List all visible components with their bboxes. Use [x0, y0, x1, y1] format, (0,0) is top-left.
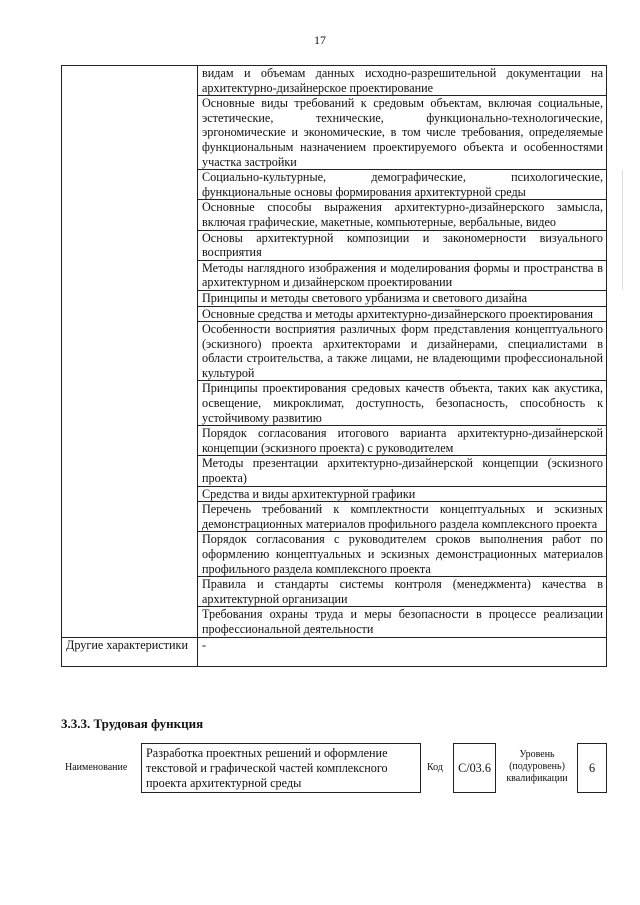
name-label: Наименование [65, 762, 128, 773]
table-row [62, 637, 607, 666]
requirement-item: Средства и виды архитектурной графики [198, 486, 607, 502]
requirement-item: Особенности восприятия различных форм представления концептуального (эскизного) проекта архитекторами и дизайнерами, специалистами в области строительства, а также лицами, не владеющими профессиональной культурой [198, 322, 607, 381]
function-code: С/03.6 [453, 743, 496, 793]
requirement-item: Правила и стандарты системы контроля (менеджмента) качества в архитектурной организации [198, 577, 607, 607]
knowledge-label-cell [62, 66, 198, 638]
other-characteristics-value: - [198, 637, 607, 666]
requirement-item: Требования охраны труда и меры безопасности в процессе реализации профессиональной деятельности [198, 607, 607, 637]
scan-artifact-line [622, 170, 623, 290]
requirement-item: Методы наглядного изображения и моделирования формы и пространства в архитектурном и дизайнерском проектировании [198, 260, 607, 290]
requirement-item: Принципы проектирования средовых качеств объекта, таких как акустика, освещение, микроклимат, доступность, безопасность, способность к устойчивому развитию [198, 381, 607, 426]
requirement-item: Основные способы выражения архитектурно-дизайнерского замысла, включая графические, макетные, компьютерные, вербальные, видео [198, 200, 607, 230]
requirement-item: Порядок согласования итогового варианта архитектурно-дизайнерской концепции (эскизного проекта) с руководителем [198, 426, 607, 456]
requirement-item: Основные средства и методы архитектурно-дизайнерского проектирования [198, 306, 607, 322]
requirement-item: Социально-культурные, демографические, психологические, функциональные основы формирования архитектурной среды [198, 170, 607, 200]
page-number: 17 [314, 33, 326, 47]
level-label: Уровень (подуровень) квалификации [506, 749, 568, 784]
qualification-level: 6 [577, 743, 607, 793]
code-label: Код [427, 762, 443, 773]
section-title: 3.3.3. Трудовая функция [61, 716, 204, 731]
knowledge-table [61, 65, 607, 667]
function-name: Разработка проектных решений и оформление текстовой и графической частей комплексного проекта архитектурной среды [141, 743, 421, 793]
other-characteristics-label: Другие характеристики [62, 637, 198, 666]
labor-function-header [61, 743, 607, 793]
requirement-item: видам и объемам данных исходно-разрешительной документации на архитектурно-дизайнерское проектирование [198, 66, 607, 96]
requirement-item: Основы архитектурной композиции и закономерности визуального восприятия [198, 230, 607, 260]
table-row [62, 66, 607, 96]
requirement-item: Методы презентации архитектурно-дизайнерской концепции (эскизного проекта) [198, 456, 607, 486]
requirement-item: Порядок согласования с руководителем сроков выполнения работ по оформлению концептуальных и эскизных демонстрационных материалов профильного раздела комплексного проекта [198, 532, 607, 577]
requirement-item: Основные виды требований к средовым объектам, включая социальные, эстетические, технические, функционально-технологические, эргономические и экономические, в том числе требования, определяемые функциональным назначением проектируемого объекта и особенностями участка застройки [198, 96, 607, 170]
requirement-item: Перечень требований к комплектности концептуальных и эскизных демонстрационных материалов профильного раздела комплексного проекта [198, 502, 607, 532]
requirement-item: Принципы и методы светового урбанизма и светового дизайна [198, 290, 607, 306]
